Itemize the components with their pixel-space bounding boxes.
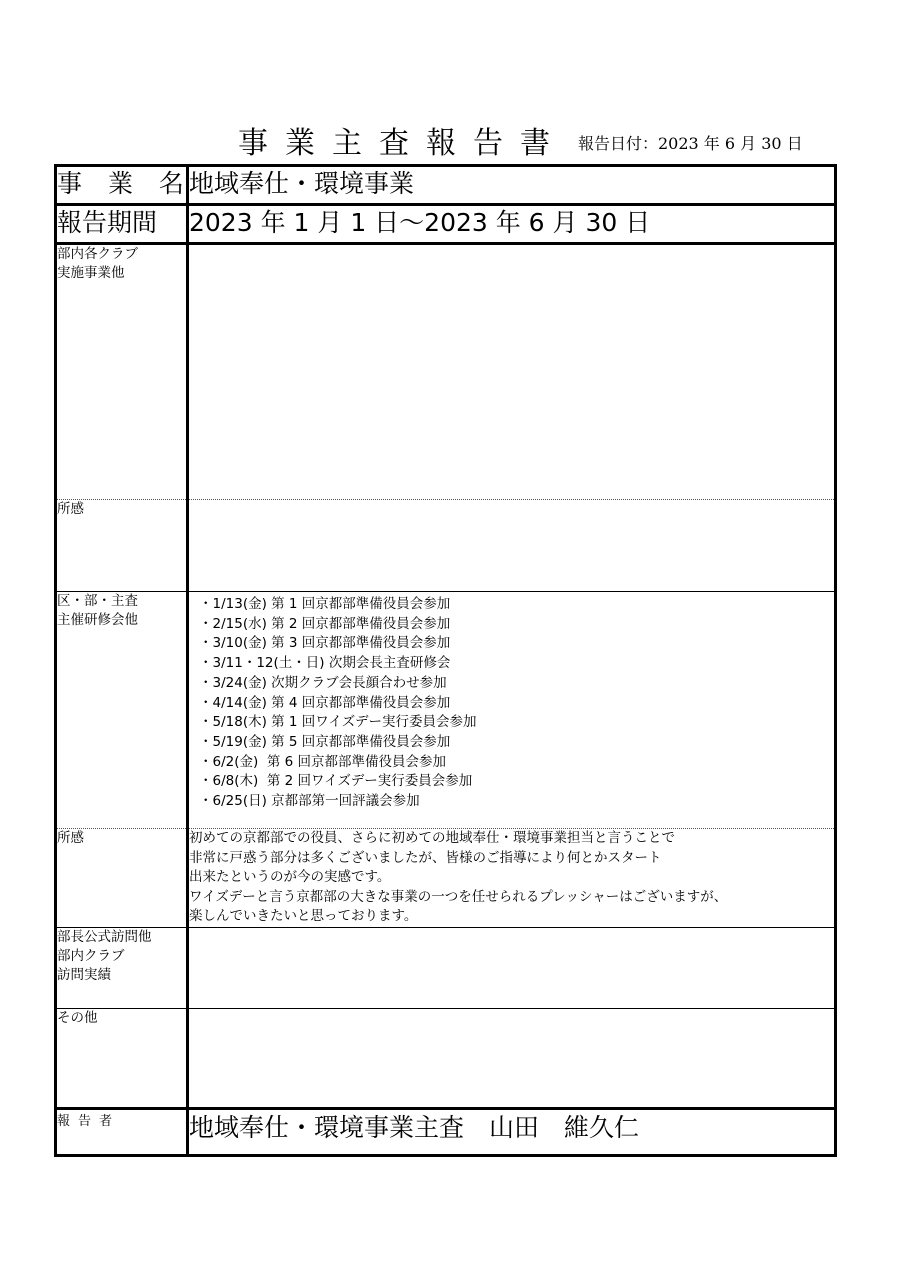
reporter-row xyxy=(56,1109,836,1156)
event-item: ・2/15(水) 第 2 回京都部準備役員会参加 xyxy=(199,615,451,632)
visits-label-line-3: 訪問実績 xyxy=(57,967,111,983)
impression-line: ワイズデーと言う京都部の大きな事業の一つを任せられるプレッシャーはございますが、 xyxy=(189,888,728,905)
visits-row xyxy=(56,928,836,1009)
reporter-label: 報告者 xyxy=(56,1109,188,1156)
event-item: ・4/14(金) 第 4 回京都部準備役員会参加 xyxy=(199,694,451,711)
report-table xyxy=(54,164,837,1157)
impression-line: 出来たというのが今の実感です。 xyxy=(189,869,391,885)
impressions-1-row xyxy=(56,500,836,592)
business-name-row xyxy=(56,166,836,205)
event-item: ・3/10(金) 第 3 回京都部準備役員会参加 xyxy=(199,635,451,652)
report-period-row xyxy=(56,205,836,244)
other-content xyxy=(188,1009,836,1109)
document-title: 事業主査報告書 xyxy=(238,126,567,161)
event-item: ・1/13(金) 第 1 回京都部準備役員会参加 xyxy=(199,596,451,612)
other-label: その他 xyxy=(56,1009,188,1109)
impressions-2-content xyxy=(188,829,836,928)
impressions-2-label: 所感 xyxy=(56,829,188,928)
business-name-label: 事 業 名 xyxy=(56,166,188,205)
event-item: ・6/25(日) 京都部第一回評議会参加 xyxy=(199,793,420,810)
other-row xyxy=(56,1009,836,1109)
event-item: ・5/18(木) 第 1 回ワイズデー実行委員会参加 xyxy=(199,714,477,731)
impressions-1-label: 所感 xyxy=(56,500,188,592)
business-name-value: 地域奉仕・環境事業 xyxy=(188,166,836,205)
district-events-label-line-2: 主催研修会他 xyxy=(57,612,138,628)
visits-content xyxy=(188,928,836,1009)
event-item: ・6/8(木) 第 2 回ワイズデー実行委員会参加 xyxy=(199,773,473,790)
impressions-2-row xyxy=(56,829,836,928)
event-item: ・3/24(金) 次期クラブ会長顔合わせ参加 xyxy=(199,674,447,691)
visits-label-line-2: 部内クラブ xyxy=(57,948,125,964)
event-item: ・6/2(金) 第 6 回京都部準備役員会参加 xyxy=(199,753,447,770)
district-events-content xyxy=(188,592,836,829)
district-events-label-line-1: 区・部・主査 xyxy=(57,593,138,609)
impression-line: 楽しんでいきたいと思っております。 xyxy=(189,908,418,924)
club-projects-content xyxy=(188,244,836,500)
event-item: ・3/11・12(土・日) 次期会長主査研修会 xyxy=(199,655,451,672)
club-projects-label-line-2: 実施事業他 xyxy=(57,265,125,281)
impressions-1-content xyxy=(188,500,836,592)
report-period-value: 2023 年 1 月 1 日～2023 年 6 月 30 日 xyxy=(188,205,836,244)
club-projects-label xyxy=(56,244,188,500)
district-events-label xyxy=(56,592,188,829)
visits-label xyxy=(56,928,188,1009)
district-events-row xyxy=(56,592,836,829)
report-date: 報告日付：2023 年 6 月 30 日 xyxy=(578,134,803,153)
visits-label-line-1: 部長公式訪問他 xyxy=(57,929,152,945)
impression-line: 非常に戸惑う部分は多くございましたが、皆様のご指導により何とかスタート xyxy=(189,849,662,866)
club-projects-label-line-1: 部内各クラブ xyxy=(57,246,138,262)
event-item: ・5/19(金) 第 5 回京都部準備役員会参加 xyxy=(199,733,451,750)
report-period-label: 報告期間 xyxy=(56,205,188,244)
club-projects-row xyxy=(56,244,836,500)
reporter-value: 地域奉仕・環境事業主査 山田 維久仁 xyxy=(188,1109,836,1156)
event-list xyxy=(189,592,834,812)
impression-line: 初めての京都部での役員、さらに初めての地域奉仕・環境事業担当と言うことで xyxy=(189,830,675,846)
